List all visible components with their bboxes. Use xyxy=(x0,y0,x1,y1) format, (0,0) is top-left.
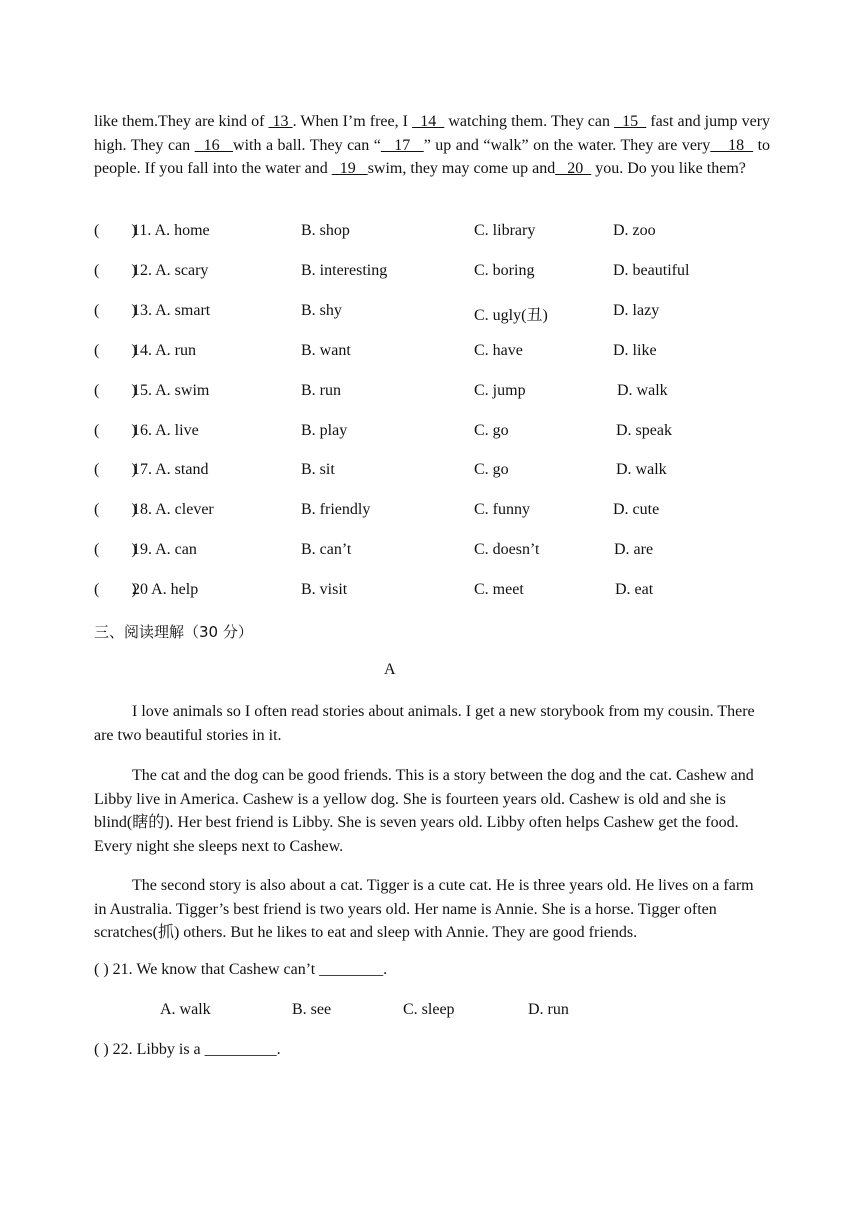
option-a: 15. A. swim xyxy=(132,382,210,399)
option-a: 17. A. stand xyxy=(132,461,209,478)
blank-18: 18 xyxy=(710,136,754,154)
question-row-19 xyxy=(94,541,794,563)
option-c: C. go xyxy=(474,461,509,478)
answer-bracket[interactable]: ( ) xyxy=(94,342,137,359)
section-heading: 三、阅读理解（30 分） xyxy=(94,623,253,641)
question-row-13 xyxy=(94,302,794,324)
option-c: C. doesn’t xyxy=(474,541,540,558)
option-d: D. eat xyxy=(615,581,654,598)
reading-paragraph-1 xyxy=(94,700,770,747)
blank-15: 15 xyxy=(614,113,647,130)
option-c: C. meet xyxy=(474,581,524,598)
option-b: B. interesting xyxy=(301,262,388,279)
question-row-20 xyxy=(94,581,794,603)
option-b: B. play xyxy=(301,422,348,439)
paragraph-text: I love animals so I often read stories about animals. I get a new storybook from my cousin. There are two beautiful stories in it. xyxy=(94,703,755,744)
passage-text: swim, they may come up and xyxy=(367,160,556,177)
answer-bracket[interactable]: ( ) xyxy=(94,382,137,399)
question-row-11 xyxy=(94,222,794,244)
option-d: D. walk xyxy=(617,382,668,399)
option-a: 13. A. smart xyxy=(132,302,211,319)
option-c: C. boring xyxy=(474,262,535,279)
passage-text: with a ball. They can “ xyxy=(233,136,381,154)
question-row-14 xyxy=(94,342,794,364)
passage-text: to people. If you fall into the water and xyxy=(94,136,771,177)
option-b: B. shop xyxy=(301,222,350,239)
reading-paragraph-3 xyxy=(94,874,770,945)
passage-text: watching them. They can xyxy=(444,113,615,130)
option-d: D. like xyxy=(613,342,657,359)
passage-text: you. Do you like them? xyxy=(591,160,746,177)
option-b: B. can’t xyxy=(301,541,352,558)
option-d: D. are xyxy=(614,541,654,558)
option-a: 18. A. clever xyxy=(132,501,214,518)
paragraph-text: The second story is also about a cat. Tigger is a cute cat. He is three years old. He lives on a farm in Australia. Tigger’s best friend is two years old. Her name is Annie. She is a horse. Tigger often scratches(抓) others. But he likes to eat and sleep with Annie. They are good friends. xyxy=(94,877,754,941)
blank-16: 16 xyxy=(194,136,234,154)
cloze-passage xyxy=(94,110,770,181)
passage-text: . When I’m free, I xyxy=(292,113,413,130)
question-row-18 xyxy=(94,501,794,523)
option-b: B. want xyxy=(301,342,351,359)
option-c: C. ugly(丑) xyxy=(474,307,548,324)
option-c: C. go xyxy=(474,422,509,439)
answer-bracket[interactable]: ( ) xyxy=(94,501,137,518)
option-d: D. lazy xyxy=(613,302,660,319)
blank-19: 19 xyxy=(331,160,368,177)
q21-option-a: A. walk xyxy=(160,1001,211,1018)
option-b: B. run xyxy=(301,382,341,399)
question-row-17 xyxy=(94,461,794,483)
option-b: B. shy xyxy=(301,302,342,319)
option-a: 16. A. live xyxy=(132,422,199,439)
option-c: C. jump xyxy=(474,382,526,399)
option-a: 19. A. can xyxy=(132,541,197,558)
option-d: D. zoo xyxy=(613,222,656,239)
option-d: D. beautiful xyxy=(613,262,690,279)
option-a: 20 A. help xyxy=(132,581,199,598)
option-d: D. speak xyxy=(616,422,672,439)
answer-bracket[interactable]: ( ) xyxy=(94,422,137,439)
option-d: D. walk xyxy=(616,461,667,478)
option-c: C. funny xyxy=(474,501,530,518)
option-b: B. visit xyxy=(301,581,348,598)
option-a: 14. A. run xyxy=(132,342,196,359)
option-a: 12. A. scary xyxy=(132,262,209,279)
reading-paragraph-2 xyxy=(94,764,770,858)
passage-text: like them.They are kind of xyxy=(94,113,269,130)
option-c: C. have xyxy=(474,342,523,359)
passage-text: fast and jump very high. They can xyxy=(94,113,771,154)
blank-17: 17 xyxy=(380,136,424,154)
passage-text: ” up and “walk” on the water. They are very xyxy=(423,136,711,154)
question-row-15 xyxy=(94,382,794,404)
passage-letter: A xyxy=(384,661,396,678)
q21-option-c: C. sleep xyxy=(403,1001,455,1018)
q21-option-b: B. see xyxy=(292,1001,332,1018)
question-row-12 xyxy=(94,262,794,284)
answer-bracket[interactable]: ( ) xyxy=(94,262,137,279)
answer-bracket[interactable]: ( ) xyxy=(94,302,137,319)
question-22[interactable]: ( ) 22. Libby is a _________. xyxy=(94,1041,281,1058)
option-b: B. friendly xyxy=(301,501,371,518)
blank-13: 13 xyxy=(268,113,293,130)
cloze-text xyxy=(94,110,770,181)
answer-bracket[interactable]: ( ) xyxy=(94,541,137,558)
answer-bracket[interactable]: ( ) xyxy=(94,461,137,478)
option-a: 11. A. home xyxy=(132,222,210,239)
blank-20: 20 xyxy=(555,160,592,177)
question-21[interactable]: ( ) 21. We know that Cashew can’t ________. xyxy=(94,961,388,978)
paragraph-text: The cat and the dog can be good friends. This is a story between the dog and the cat. Cashew and Libby live in America. Cashew is a yellow dog. She is fourteen years old. Cashew is old and she is blind(瞎的). Her best friend is Libby. She is seven years old. Libby often helps Cashew get the food. Every night she sleeps next to Cashew. xyxy=(94,767,754,855)
answer-bracket[interactable]: ( ) xyxy=(94,222,137,239)
option-c: C. library xyxy=(474,222,536,239)
answer-bracket[interactable]: ( ) xyxy=(94,581,137,598)
option-b: B. sit xyxy=(301,461,335,478)
option-d: D. cute xyxy=(613,501,660,518)
blank-14: 14 xyxy=(412,113,445,130)
q21-option-d: D. run xyxy=(528,1001,569,1018)
question-row-16 xyxy=(94,422,794,444)
